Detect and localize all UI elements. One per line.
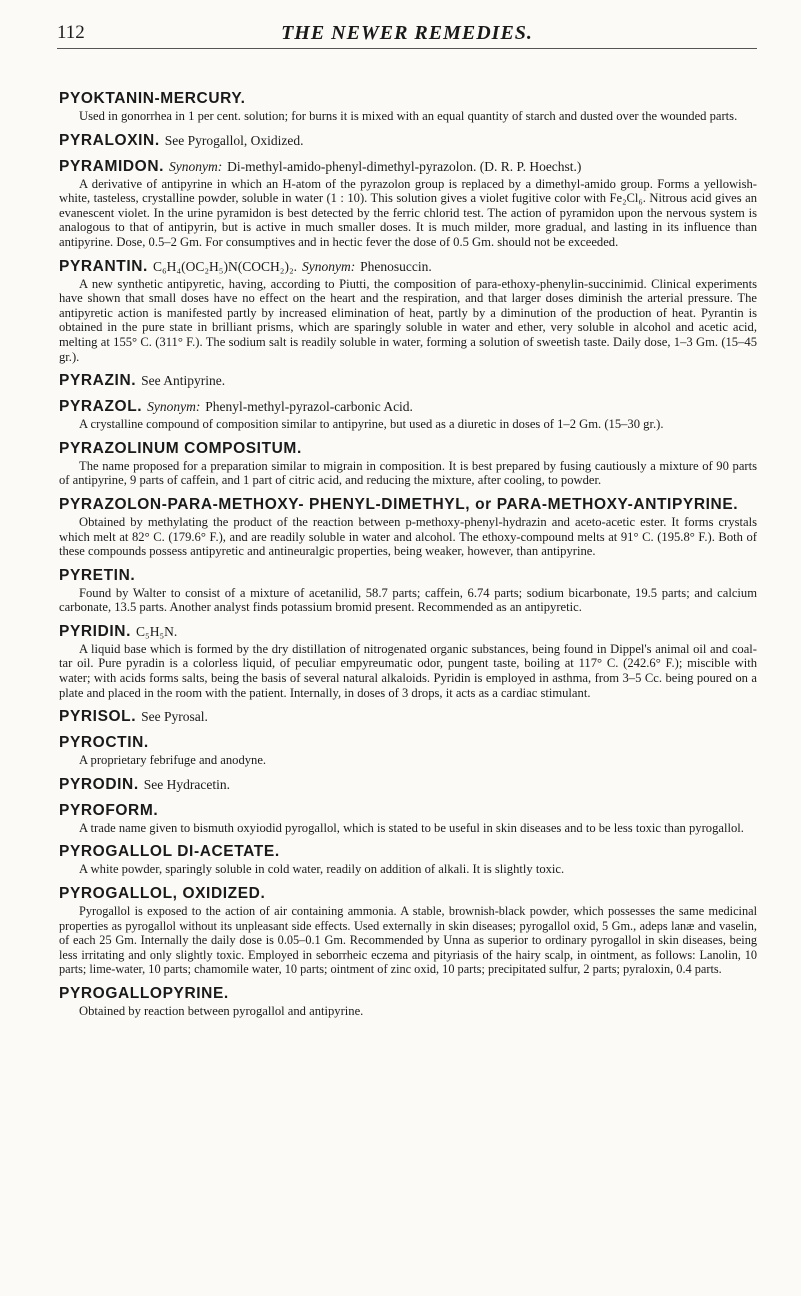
entry-term: PYRAZIN. <box>59 372 137 390</box>
entry-heading <box>59 801 757 820</box>
entry-heading <box>59 622 757 641</box>
running-title: THE NEWER REMEDIES. <box>281 22 533 44</box>
entry-body: A white powder, sparingly soluble in cold water, readily on addition of alkali. It is slightly toxic. <box>79 862 565 877</box>
entry-body: Obtained by methylating the product of the reaction between p-methoxy-phenyl-hydrazin and aceto-acetic ester. It forms crystals which melt at 82° C. (179.6° F.), and are readily soluble in water and alcohol. The ethoxy-compound melts at 91° C. (195.8° F.). Both of these compounds possess antipyretic and antineuralgic properties, being weaker, however, than antipyrine. <box>59 514 757 559</box>
cross-reference: See Pyrosal. <box>141 709 208 725</box>
entry-term: PYRANTIN. <box>59 257 148 275</box>
entry-term: PYRETIN. <box>59 566 136 584</box>
entry-list <box>57 89 757 1019</box>
chemical-formula: C₆H₄(OC₂H₅)N(COCH₂)₂. <box>152 258 298 274</box>
entry-term: PYRODIN. <box>59 775 139 793</box>
entry-heading <box>59 257 757 276</box>
entry-term: PYOKTANIN-MERCURY. <box>59 90 246 107</box>
cross-reference: See Pyrogallol, Oxidized. <box>164 132 304 148</box>
entry-pyrantin <box>57 257 757 365</box>
entry-pyrazolinum-compositum <box>57 439 757 488</box>
entry-pyrazolon-para-methoxy <box>57 495 757 559</box>
entry-heading <box>59 397 757 416</box>
entry-body: Pyrogallol is exposed to the action of air containing ammonia. A stable, brownish-black powder, which possesses the same medicinal properties as pyrogallol without its unpleasant side effects. Used externally in skin diseases; pyrogallol oxid, 5 Gm., adeps lanæ and vaselin, of each 25 Gm. Internally the daily dose is 0.05–0.1 Gm. Recommended by Unna as superior to ordinary pyrogallol in skin diseases, being less irritating and only slightly toxic. Employed in seborrheic eczema and pityriasis of the hairy scalp, in ointment, as follows: Lanolin, 10 parts; lime-water, 10 parts; chamomile water, 10 parts; ointment of zinc oxid, 10 parts; precipitated sulfur, 2 parts; pyraloxin, 0.4 parts. <box>59 904 757 977</box>
entry-pyoktanin-mercury <box>57 89 757 124</box>
page-number: 112 <box>57 22 85 43</box>
book-page <box>57 20 757 1026</box>
entry-pyroctin <box>57 733 757 768</box>
entry-body: A new synthetic antipyretic, having, according to Piutti, the composition of para-ethoxy-phenylin-succinimid. Clinical experiments have shown that small doses have no effect on the heart and the respiration, and that larger doses diminish the arterial pressure. The antipyretic action is manifested partly by increased elimination of heat, partly by a diminution of the production of heat. Pyrantin is obtained in the pure state in brilliant prisms, which are sparingly soluble in water and ether, very soluble in alcohol and acetic acid, melting at 155° C. (311° F.). The sodium salt is readily soluble in water, forming a solution of sweetish taste. Daily dose, 1–3 Gm. (15–45 gr.). <box>59 276 757 364</box>
cross-reference: See Antipyrine. <box>141 373 226 389</box>
entry-term: PYROFORM. <box>59 801 159 819</box>
chemical-formula: C₅H₅N. <box>135 623 178 639</box>
entry-pyrazin <box>57 371 757 390</box>
entry-pyraloxin <box>57 131 757 150</box>
entry-body: A trade name given to bismuth oxyiodid pyrogallol, which is stated to be useful in skin diseases and to be less toxic than pyrogallol. <box>79 820 744 835</box>
entry-pyramidon <box>57 157 757 250</box>
entry-heading <box>59 842 757 861</box>
entry-body: Used in gonorrhea in 1 per cent. solution; for burns it is mixed with an equal quantity of starch and dusted over the wounded parts. <box>79 109 738 123</box>
synonym-text: Phenosuccin. <box>360 258 432 274</box>
entry-body: A derivative of antipyrine in which an H-atom of the pyrazolon group is replaced by a dimethyl-amido group. Forms a yellowish-white, tasteless, crystalline powder, soluble in water (1 : 10). This solution gives a violet fugitive color with Fe₂Cl₆. Nitrous acid gives an evanescent violet. In the urine pyramidon is best detected by the ferric chlorid test. The action of pyramidon upon the nervous system is analogous to that of antipyrin, but is active in much smaller doses. It is much milder, more gradual, and lasting in its influence than antipyrine. Dose, 0.5–2 Gm. For consumptives and in hectic fever the dose of 0.5 Gm. should not be exceeded. <box>59 176 757 249</box>
entry-heading <box>59 775 757 794</box>
entry-heading <box>59 733 757 752</box>
running-head <box>57 20 757 49</box>
entry-pyrazol <box>57 397 757 432</box>
entry-term: PYRISOL. <box>59 708 137 726</box>
entry-pyrogallol-di-acetate <box>57 842 757 877</box>
entry-term: PYRAZOL. <box>59 398 143 416</box>
synonym-label: Synonym: <box>147 399 201 415</box>
entry-body: Obtained by reaction between pyrogallol and antipyrine. <box>79 1004 364 1018</box>
entry-body: The name proposed for a preparation similar to migrain in composition. It is best prepared by fusing cautiously a mixture of 90 parts of antipyrine, 9 parts of caffein, and 1 part of citric acid, and reducing the mixture, after cooling, to powder. <box>59 458 757 488</box>
entry-pyrogallopyrine <box>57 984 757 1019</box>
entry-heading <box>59 371 757 390</box>
entry-heading <box>59 89 757 108</box>
entry-pyroform <box>57 801 757 836</box>
entry-term: PYROGALLOL DI-ACETATE. <box>59 843 280 861</box>
entry-pyridin <box>57 622 757 700</box>
entry-body: A liquid base which is formed by the dry distillation of nitrogenated organic substances, being found in Dippel's animal oil and coal-tar oil. Pure pyradin is a colorless liquid, of peculiar empyreumatic odor, pungent taste, boiling at 117° C. (242.6° F.); miscible with water; with acids forms salts, being the basis of several natural alkaloids. Pyridin is employed in asthma, from 3–5 Cc. being poured on a plate and placed in the room with the patient. Internally, in doses of 3 drops, it acts as a cardiac stimulant. <box>59 641 757 700</box>
synonym-label: Synonym: <box>301 258 356 274</box>
entry-heading <box>59 566 757 585</box>
entry-body: A proprietary febrifuge and anodyne. <box>79 753 267 768</box>
entry-heading <box>59 884 757 903</box>
entry-body: A crystalline compound of composition similar to antipyrine, but used as a diuretic in doses of 1–2 Gm. (15–30 gr.). <box>79 417 664 432</box>
synonym-text: Phenyl-methyl-pyrazol-carbonic Acid. <box>205 399 413 415</box>
entry-pyretin <box>57 566 757 615</box>
entry-term: PYROCTIN. <box>59 734 149 752</box>
entry-term: PYRAMIDON. <box>59 157 165 175</box>
entry-pyrisol <box>57 707 757 726</box>
entry-heading <box>59 984 757 1003</box>
entry-heading <box>59 157 757 176</box>
entry-term: PYROGALLOL, OXIDIZED. <box>59 885 266 903</box>
entry-heading <box>59 131 757 150</box>
entry-pyrodin <box>57 775 757 794</box>
entry-body: Found by Walter to consist of a mixture of acetanilid, 58.7 parts; caffein, 6.74 parts; sodium bicarbonate, 19.5 parts; and calcium carbonate, 13.5 parts. Another analyst finds potassium bromid present. Recommended as an antipyretic. <box>59 585 757 615</box>
entry-heading <box>59 439 757 458</box>
synonym-label: Synonym: <box>168 158 223 174</box>
entry-term: PYRALOXIN. <box>59 131 160 149</box>
cross-reference: See Hydracetin. <box>143 776 230 792</box>
synonym-text: Di-methyl-amido-phenyl-dimethyl-pyrazolon. (D. R. P. Hoechst.) <box>227 158 582 174</box>
entry-term: PYRAZOLINUM COMPOSITUM. <box>59 439 302 457</box>
entry-pyrogallol-oxidized <box>57 884 757 977</box>
entry-term: PYRIDIN. <box>59 622 131 640</box>
entry-term: PYROGALLOPYRINE. <box>59 985 229 1002</box>
entry-heading <box>59 707 757 726</box>
entry-term: PYRAZOLON-PARA-METHOXY- PHENYL-DIMETHYL, or PARA-METHOXY-ANTIPYRINE. <box>59 495 739 513</box>
entry-heading <box>59 495 757 514</box>
